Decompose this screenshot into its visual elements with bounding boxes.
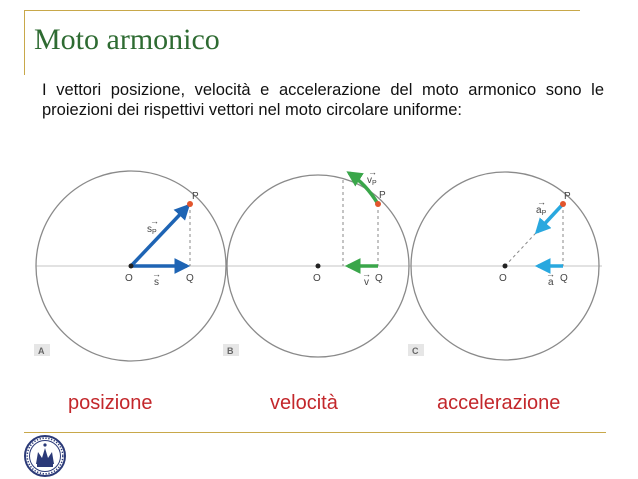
position-vector-p <box>131 206 188 266</box>
vector-label-a: a <box>548 277 554 288</box>
center-dot-c <box>503 264 508 269</box>
panel-b <box>223 167 409 357</box>
center-dot-b <box>316 264 321 269</box>
vector-label-ap: $a_P$ <box>536 205 547 217</box>
label-q-c: Q <box>560 273 568 284</box>
label-p-c: P <box>564 191 571 202</box>
vector-label-s: s <box>154 277 159 288</box>
label-p-a: P <box>192 191 199 202</box>
slide-body-text: I vettori posizione, velocità e accelerazione del moto armonico sono le proiezioni dei rispettivi vettori nel moto circolare uniforme: <box>42 81 604 119</box>
vector-label-v: v <box>364 277 369 288</box>
bottom-rule <box>24 432 606 433</box>
slide-title: Moto armonico <box>34 23 220 56</box>
arrow-glyph-s: → <box>152 269 161 279</box>
velocity-vector-p <box>349 173 378 204</box>
arrow-glyph-sp: → <box>150 216 159 226</box>
center-dot-a <box>129 264 134 269</box>
caption-accelerazione: accelerazione <box>437 392 561 414</box>
caption-velocita: velocità <box>270 392 338 414</box>
label-o-b: O <box>313 273 321 284</box>
arrow-glyph-vp: → <box>368 167 377 177</box>
panel-tag-b: B <box>227 346 234 356</box>
point-p-b <box>375 201 381 207</box>
arrow-glyph-v: → <box>362 269 371 279</box>
label-q-b: Q <box>375 273 383 284</box>
arrow-glyph-ap: → <box>537 197 546 207</box>
arrow-glyph-a: → <box>546 269 555 279</box>
label-p-b: P <box>379 190 386 201</box>
label-q-a: Q <box>186 273 194 284</box>
label-o-c: O <box>499 273 507 284</box>
university-seal-icon <box>22 434 68 478</box>
panel-tag-c: C <box>412 346 419 356</box>
caption-posizione: posizione <box>68 392 153 414</box>
panel-tag-a: A <box>38 346 45 356</box>
vector-label-vp: $v_P$ <box>367 175 377 187</box>
vector-label-sp: $s_P$ <box>147 224 157 236</box>
label-o-a: O <box>125 273 133 284</box>
